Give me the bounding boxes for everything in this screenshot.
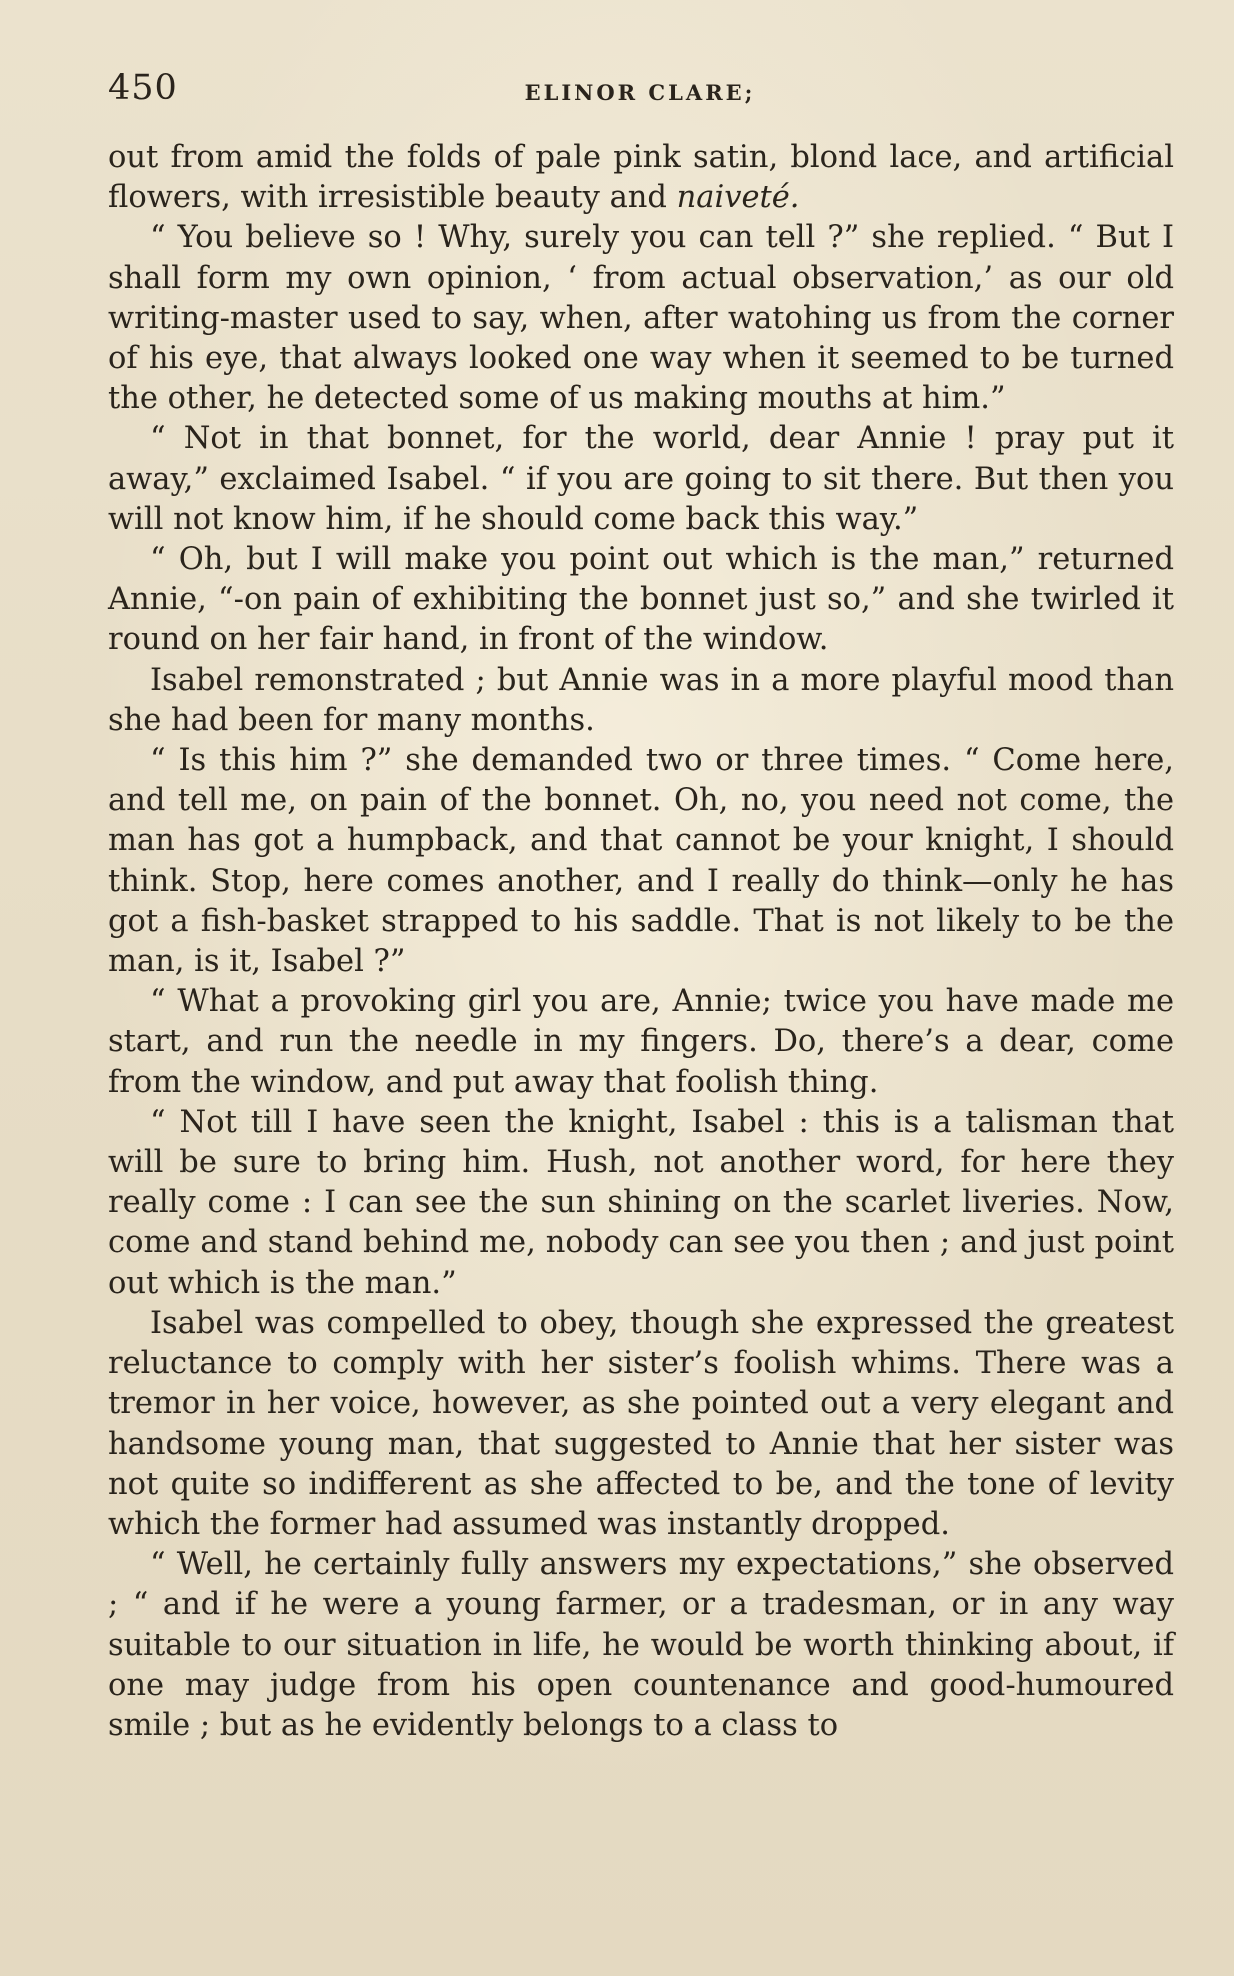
paragraph-2: “ You believe so ! Why, surely you can tell ?” she replied. “ But I shall form my own opinion, ‘ from actual observation,’ as our old writing-master used to say, when, after watohing us from the corner of his eye, that always looked one way when it seemed to be turned the other, he detected some of us making mouths at him.” bbox=[108, 220, 1174, 417]
paragraph-6: “ Is this him ?” she demanded two or three times. “ Come here, and tell me, on pain of the bonnet. Oh, no, you need not come, the man has got a humpback, and that cannot be your knight, I should think. Stop, here comes another, and I really do think—only he has got a fish-basket strapped to his saddle. That is not likely to be the man, is it, Isabel ?” bbox=[108, 743, 1174, 980]
page-header bbox=[108, 68, 1172, 124]
paragraph-9: Isabel was compelled to obey, though she expressed the greatest reluctance to comply with her sister’s foolish whims. There was a tremor in her voice, however, as she pointed out a very elegant and handsome young man, that suggested to Annie that her sister was not quite so indifferent as she affected to be, and the tone of levity which the former had assumed was instantly dropped. bbox=[108, 1305, 1174, 1542]
paragraph-1-text: out from amid the folds of pale pink satin, blond lace, and artificial flowers, with irresistible beauty and bbox=[108, 140, 1174, 216]
paragraph-7: “ What a provoking girl you are, Annie; twice you have made me start, and run the needle in my fingers. Do, there’s a dear, come from the window, and put away that foolish thing. bbox=[108, 984, 1174, 1100]
paragraph-3: “ Not in that bonnet, for the world, dear Annie ! pray put it away,” exclaimed Isabel. “ if you are going to sit there. But then you will not know him, if he should come back this way.” bbox=[108, 421, 1174, 537]
paragraph-1-italic: naiveté. bbox=[676, 180, 800, 216]
paragraph-1 bbox=[108, 138, 1174, 218]
running-head: ELINOR CLARE; bbox=[524, 80, 756, 105]
body-text bbox=[108, 138, 1174, 1746]
paragraph-8: “ Not till I have seen the knight, Isabel : this is a talisman that will be sure to bring him. Hush, not another word, for here they really come : I can see the sun shining on the scarlet liveries. Now, come and stand behind me, nobody can see you then ; and just point out which is the man.” bbox=[108, 1104, 1174, 1301]
paragraph-5: Isabel remonstrated ; but Annie was in a more playful mood than she had been for many months. bbox=[108, 662, 1174, 738]
page-number: 450 bbox=[108, 68, 178, 108]
paragraph-4: “ Oh, but I will make you point out which is the man,” returned Annie, “-on pain of exhibiting the bonnet just so,” and she twirled it round on her fair hand, in front of the window. bbox=[108, 542, 1174, 658]
paragraph-10: “ Well, he certainly fully answers my expectations,” she observed ; “ and if he were a young farmer, or a tradesman, or in any way suitable to our situation in life, he would be worth thinking about, if one may judge from his open countenance and good-humoured smile ; but as he evidently belongs to a class to bbox=[108, 1547, 1174, 1743]
